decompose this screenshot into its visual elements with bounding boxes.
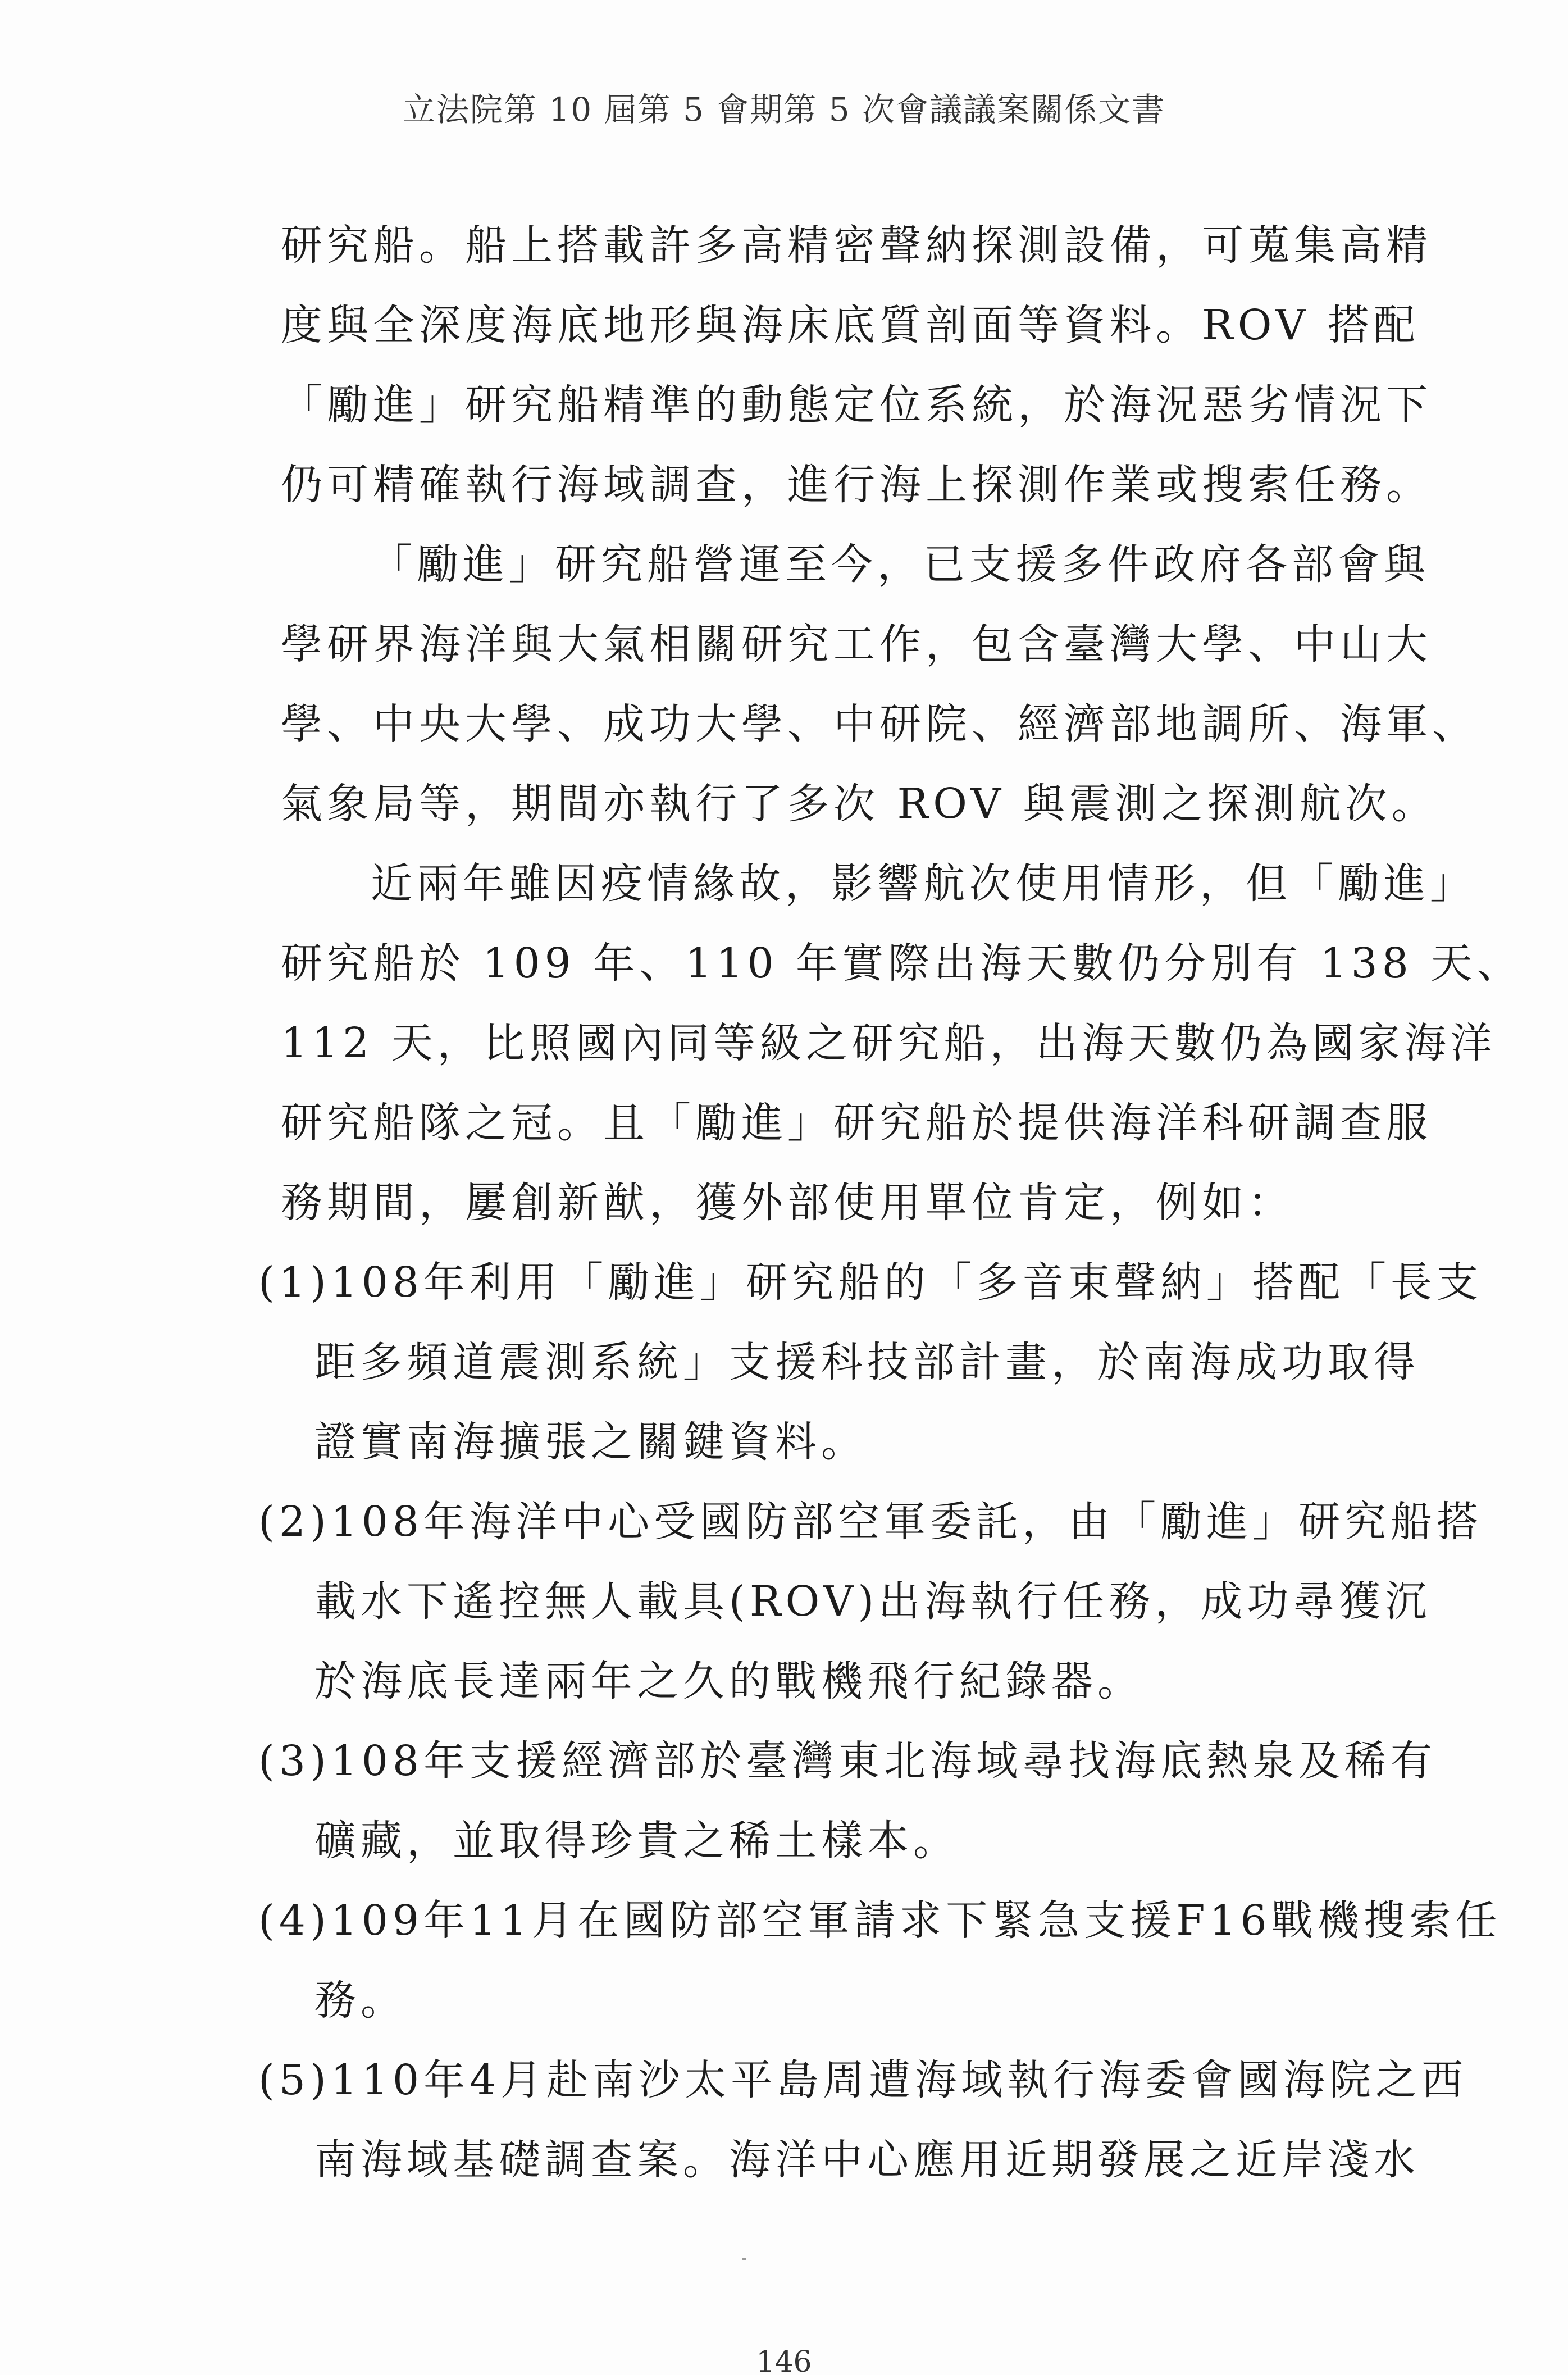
text-line: 研究船。船上搭載許多高精密聲納探測設備，可蒐集高精 (281, 221, 1432, 270)
text-line: 氣象局等，期間亦執行了多次 ROV 與震測之探測航次。 (281, 780, 1438, 828)
list-item-1-cont: 距多頻道震測系統」支援科技部計畫，於南海成功取得 (314, 1338, 1420, 1386)
scan-mark (742, 2258, 746, 2260)
paragraph-start-line: 近兩年雖因疫情緣故，影響航次使用情形，但「勵進」 (371, 859, 1476, 908)
text-line: 研究船於 109 年、110 年實際出海天數仍分別有 138 天、 (281, 939, 1523, 988)
text-line: 度與全深度海底地形與海床底質剖面等資料。ROV 搭配 (281, 301, 1420, 349)
list-item-2: (2)108年海洋中心受國防部空軍委託，由「勵進」研究船搭 (258, 1498, 1483, 1546)
list-item-1: (1)108年利用「勵進」研究船的「多音束聲納」搭配「長支 (258, 1258, 1483, 1307)
paragraph-start-line: 「勵進」研究船營運至今，已支援多件政府各部會與 (371, 540, 1430, 589)
list-item-3-cont: 礦藏，並取得珍貴之稀土樣本。 (314, 1817, 959, 1865)
text-line: 112 天，比照國內同等級之研究船，出海天數仍為國家海洋 (281, 1019, 1497, 1067)
list-item-4: (4)109年11月在國防部空軍請求下緊急支援F16戰機搜索任 (258, 1896, 1502, 1945)
text-line: 研究船隊之冠。且「勵進」研究船於提供海洋科研調查服 (281, 1099, 1432, 1147)
text-line: 仍可精確執行海域調查，進行海上探測作業或搜索任務。 (281, 461, 1432, 509)
page-number: 146 (756, 2345, 812, 2379)
text-line: 學研界海洋與大氣相關研究工作，包含臺灣大學、中山大 (281, 620, 1432, 668)
text-line: 學、中央大學、成功大學、中研院、經濟部地調所、海軍、 (281, 700, 1478, 748)
list-item-5: (5)110年4月赴南沙太平島周遭海域執行海委會國海院之西 (258, 2056, 1468, 2104)
list-item-5-cont: 南海域基礎調查案。海洋中心應用近期發展之近岸淺水 (314, 2136, 1420, 2184)
text-line: 務期間，屢創新猷，獲外部使用單位肯定，例如： (281, 1179, 1294, 1227)
list-item-2-cont: 載水下遙控無人載具(ROV)出海執行任務，成功尋獲沉 (314, 1577, 1432, 1626)
list-item-1-cont: 證實南海擴張之關鍵資料。 (314, 1418, 867, 1466)
page-header: 立法院第 10 屆第 5 會期第 5 次會議議案關係文書 (402, 90, 1166, 129)
list-item-4-cont: 務。 (314, 1976, 407, 2025)
list-item-2-cont: 於海底長達兩年之久的戰機飛行紀錄器。 (314, 1657, 1143, 1705)
text-line: 「勵進」研究船精準的動態定位系統，於海況惡劣情況下 (281, 381, 1432, 429)
list-item-3: (3)108年支援經濟部於臺灣東北海域尋找海底熱泉及稀有 (258, 1737, 1437, 1785)
